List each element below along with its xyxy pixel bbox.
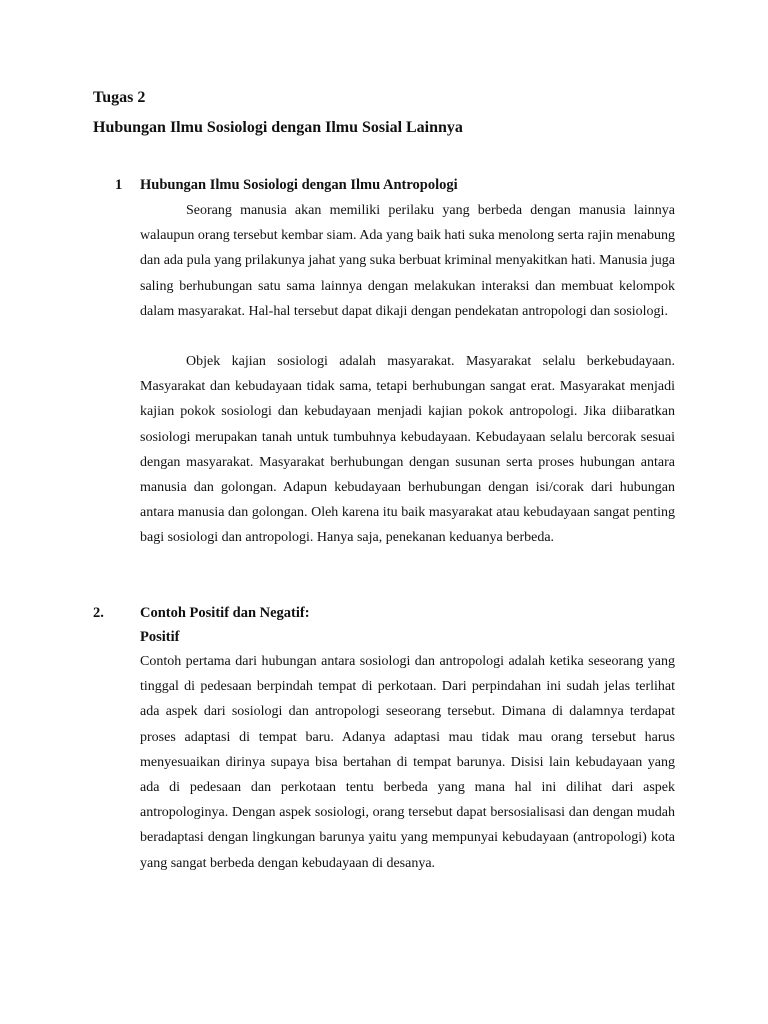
section-2-paragraph-1: Contoh pertama dari hubungan antara sosiologi dan antropologi adalah ketika seseorang yang tinggal di pedesaan berpindah tempat di perkotaan. Dari perpindahan ini sudah jelas terlihat ada aspek dari sosiologi dan antropologi seseorang tersebut. Dimana di dalamnya terdapat proses adaptasi di tempat baru. Adanya adaptasi mau tidak mau orang tersebut harus menyesuaikan dirinya supaya bisa bertahan di tempat barunya. Disisi lain kebudayaan yang ada di pedesaan dan perkotaan tentu berbeda yang mana hal ini dilihat dari aspek antropologinya. Dengan aspek sosiologi, orang tersebut dapat bersosialisasi dan dengan mudah beradaptasi dengan lingkungan barunya yaitu yang mempunyai kebudayaan (antropologi) kota yang sangat berbeda dengan kebudayaan di desanya. [140,654,675,871]
section-2-number: 2. [93,605,104,621]
section-1-number: 1 [115,177,123,193]
document-title: Hubungan Ilmu Sosiologi dengan Ilmu Sosial Lainnya [93,119,463,136]
section-2-heading: Contoh Positif dan Negatif: [140,605,310,621]
section-2-subheading: Positif [140,629,180,645]
section-1-paragraph-1: Seorang manusia akan memiliki perilaku yang berbeda dengan manusia lainnya walaupun orang tersebut kembar siam. Ada yang baik hati suka menolong serta rajin menabung dan ada pula yang prilakunya jahat yang suka berbuat kriminal menyakitkan hati. Manusia juga saling berhubungan satu sama lainnya dengan melakukan interaksi dan membuat kelompok dalam masyarakat. Hal-hal tersebut dapat dikaji dengan pendekatan antropologi dan sosiologi. [140,203,675,319]
section-1-paragraph-2: Objek kajian sosiologi adalah masyarakat. Masyarakat selalu berkebudayaan. Masyarakat dan kebudayaan tidak sama, tetapi berhubungan sangat erat. Masyarakat menjadi kajian pokok sosiologi dan kebudayaan menjadi kajian pokok antropologi. Jika diibaratkan sosiologi merupakan tanah untuk tumbuhnya kebudayaan. Kebudayaan selalu bercorak sesuai dengan masyarakat. Masyarakat berhubungan dengan susunan serta proses hubungan antara manusia dan golongan. Adapun kebudayaan berhubungan dengan isi/corak dari hubungan antara manusia dan golongan. Oleh karena itu baik masyarakat atau kebudayaan sangat penting bagi sosiologi dan antropologi. Hanya saja, penekanan keduanya berbeda. [140,354,675,546]
assignment-label: Tugas 2 [93,89,146,106]
section-1-heading: Hubungan Ilmu Sosiologi dengan Ilmu Antropologi [140,177,458,193]
